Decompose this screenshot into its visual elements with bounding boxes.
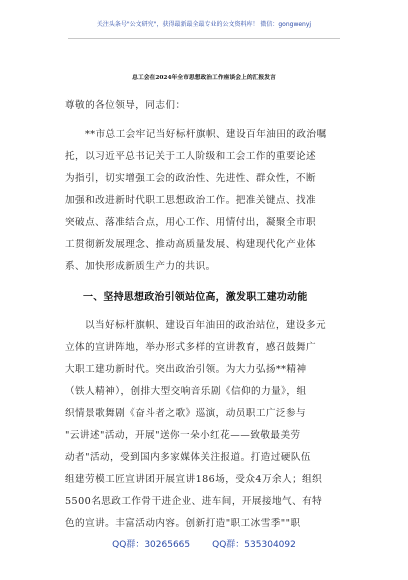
intro-line: 系、加快形成新质生产力的共识。 — [65, 261, 216, 272]
section-line: 5500名思政工作骨干进企业、进车间，开展接地气、有特 — [65, 496, 323, 507]
intro-line: 工贯彻新发展理念、推动高质量发展、构建现代化产业体 — [65, 239, 317, 250]
top-banner: 关注头条号"公文研究"，获得最新最全最专业的公文资料库！ 微信：gongwenyj — [96, 21, 312, 28]
intro-line: 突破点、落准结合点，用心工作、用情付出，凝聚全市职 — [65, 217, 317, 228]
footer-contact — [0, 537, 408, 550]
footer-qq-group-2: QQ群：535304092 — [212, 540, 296, 550]
section-line: 动者"活动，受到国内多家媒体关注报道。打造过硬队伍 — [65, 452, 311, 463]
section-line: "云讲述"活动，开展"送你一朵小红花——致敬最美劳 — [65, 430, 301, 441]
section-line: 以当好标杆旗帜、建设百年油田的政治站位，建设多元 — [85, 320, 327, 331]
section-line: 组建劳模工匠宣讲团开展宣讲186场，受众4万余人；组织 — [65, 474, 323, 485]
section-heading: 一、坚持思想政治引领站位高，激发职工建功动能 — [83, 292, 308, 303]
section-line: （铁人精神），创排大型交响音乐剧《信仰的力量》，组 — [65, 386, 307, 397]
intro-line: **市总工会牢记当好标杆旗帜、建设百年油田的政治嘱 — [85, 129, 327, 140]
footer-qq-group-1: QQ群：30265665 — [112, 540, 191, 550]
section-line: 色的宣讲。丰富活动内容。创新打造"职工冰雪季""职 — [65, 518, 301, 529]
intro-line: 为指引，切实增强工会的政治性、先进性、群众性，不断 — [65, 173, 317, 184]
intro-line: 加强和改进新时代职工思想政治工作。把准关键点、找准 — [65, 195, 317, 206]
intro-line: 托，以习近平总书记关于工人阶级和工会工作的重要论述 — [65, 151, 317, 162]
section-line: 立体的宣讲阵地，举办形式多样的宣讲教育，感召鼓舞广 — [65, 342, 317, 353]
section-line: 大职工建功新时代。突出政治引领。为大力弘扬**精神 — [65, 364, 307, 375]
header-divider — [68, 38, 340, 39]
document-title: 总工会在2024年全市思想政治工作座谈会上的汇报发言 — [132, 75, 276, 81]
section-line: 织情景歌舞剧《奋斗者之歌》巡演，动员职工广泛参与 — [65, 408, 307, 419]
salutation: 尊敬的各位领导，同志们： — [65, 100, 186, 111]
